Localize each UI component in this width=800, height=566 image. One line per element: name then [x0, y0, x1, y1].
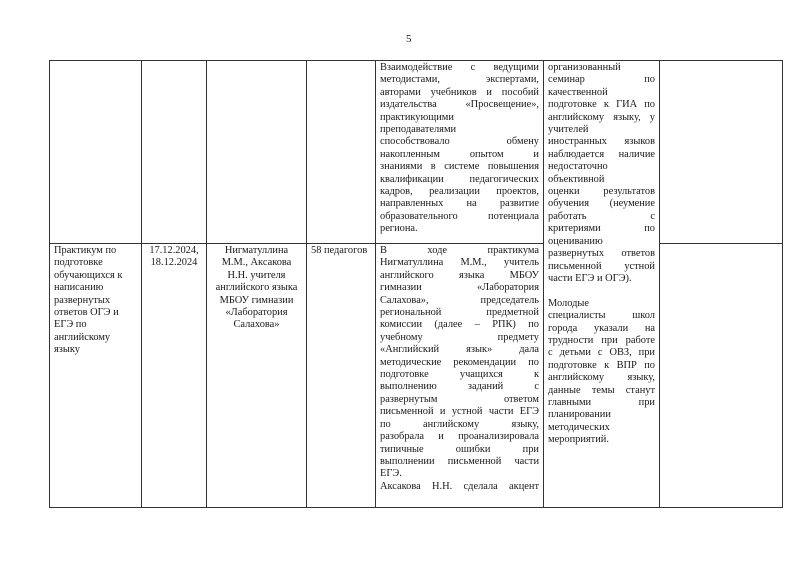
text-line: преподавателями	[380, 124, 457, 136]
cell-results	[376, 244, 544, 508]
text-line: разобрала и проанализировала	[380, 431, 539, 443]
cell-topic: Практикум по подготовке обучающихся к написанию развернутых ответов ОГЭ и ЕГЭ по английскому языку	[50, 244, 142, 508]
text-line: иностранных языков	[548, 136, 655, 148]
text-line: издательства «Просвещение»,	[380, 99, 539, 111]
text-line: авторами учебников и пособий	[380, 86, 539, 98]
text-line	[548, 285, 655, 297]
text-line: оцениванию	[548, 235, 603, 247]
cell-speakers: Нигматуллина М.М., Аксакова Н.Н. учителя английского языка МБОУ гимназии «Лаборатория Салахова»	[207, 244, 307, 508]
text-line: недостаточно	[548, 161, 608, 173]
text-line: Взаимодействие с ведущими	[380, 62, 539, 73]
text-line: с детьми с ОВЗ, при	[548, 347, 655, 359]
text-line: письменной и устной части ЕГЭ	[380, 406, 539, 418]
table-row	[50, 244, 783, 508]
cell-dates: 17.12.2024, 18.12.2024	[142, 244, 207, 508]
text-line: направленных на развитие	[380, 198, 539, 210]
cell-extra	[660, 61, 783, 244]
text-line: английского языка МБОУ	[380, 269, 539, 281]
text-line: В ходе практикума	[380, 245, 539, 256]
text-line: типичные ошибки при	[380, 443, 539, 455]
text-line: способствовало обмену	[380, 136, 539, 148]
results-text	[380, 245, 539, 493]
text-line: объективной	[548, 173, 605, 185]
events-table	[49, 60, 783, 508]
text-line: мероприятий.	[548, 434, 609, 446]
text-line: развернутых ответов	[548, 248, 655, 260]
cell-topic	[50, 61, 142, 244]
text-line: региональной предметной	[380, 307, 539, 319]
cell-dates	[142, 61, 207, 244]
text-line: организованный	[548, 62, 621, 73]
text-line: Аксакова Н.Н. сделала акцент	[380, 480, 539, 492]
text-line: подготовке к ГИА по	[548, 99, 655, 111]
page-number: 5	[406, 33, 412, 45]
text-line: английскому языку, у	[548, 111, 655, 123]
cell-observations	[544, 61, 660, 508]
text-line: накопленным опытом и	[380, 148, 539, 160]
text-line: кадров, реализации проектов,	[380, 186, 539, 198]
text-line: квалификации педагогических	[380, 173, 539, 185]
text-line: работать с	[548, 210, 655, 222]
text-line: части ЕГЭ и ОГЭ).	[548, 272, 632, 284]
text-line: выполнении письменной части	[380, 455, 539, 467]
text-line: специалисты школ	[548, 310, 655, 322]
text-line: учебному предмету	[380, 331, 539, 343]
text-line: развернутым ответом	[380, 393, 539, 405]
text-line: учителей	[548, 124, 589, 136]
text-line: планировании	[548, 409, 611, 421]
observations-text	[548, 62, 655, 447]
text-line: комиссии (далее – РПК) по	[380, 319, 539, 331]
text-line: выполнению заданий с	[380, 381, 539, 393]
text-line: главными при	[548, 396, 655, 408]
text-line: подготовке к ВПР по	[548, 359, 655, 371]
text-line: качественной	[548, 86, 608, 98]
cell-participants	[307, 61, 376, 244]
results-text	[380, 62, 539, 236]
text-line: города указали на	[548, 322, 655, 334]
cell-extra	[660, 244, 783, 508]
table-row	[50, 61, 783, 244]
text-line: обучения (неумение	[548, 198, 655, 210]
text-line: ЕГЭ.	[380, 468, 402, 480]
cell-results	[376, 61, 544, 244]
text-line: гимназии «Лаборатория	[380, 282, 539, 294]
text-line: Молодые	[548, 297, 589, 309]
text-line: трудности при работе	[548, 334, 655, 346]
cell-speakers	[207, 61, 307, 244]
text-line: наблюдается наличие	[548, 148, 655, 160]
cell-participants: 58 педагогов	[307, 244, 376, 508]
text-line: Нигматуллина М.М., учитель	[380, 257, 539, 269]
text-line: подготовке учащихся к	[380, 369, 539, 381]
text-line: практикующими	[380, 111, 454, 123]
text-line: знаниями в системе повышения	[380, 161, 539, 173]
text-line: письменной устной	[548, 260, 655, 272]
text-line: по английскому языку,	[380, 418, 539, 430]
text-line: оценки результатов	[548, 186, 655, 198]
text-line: семинар по	[548, 74, 655, 86]
text-line: методических	[548, 421, 610, 433]
text-line: критериями по	[548, 223, 655, 235]
text-line: английскому языку,	[548, 372, 655, 384]
text-line: методические рекомендации по	[380, 356, 539, 368]
text-line: «Английский язык» дала	[380, 344, 539, 356]
text-line: методистами, экспертами,	[380, 74, 539, 86]
text-line: Салахова», председатель	[380, 294, 539, 306]
text-line: региона.	[380, 223, 418, 235]
text-line: образовательного потенциала	[380, 210, 539, 222]
text-line: данные темы станут	[548, 384, 655, 396]
